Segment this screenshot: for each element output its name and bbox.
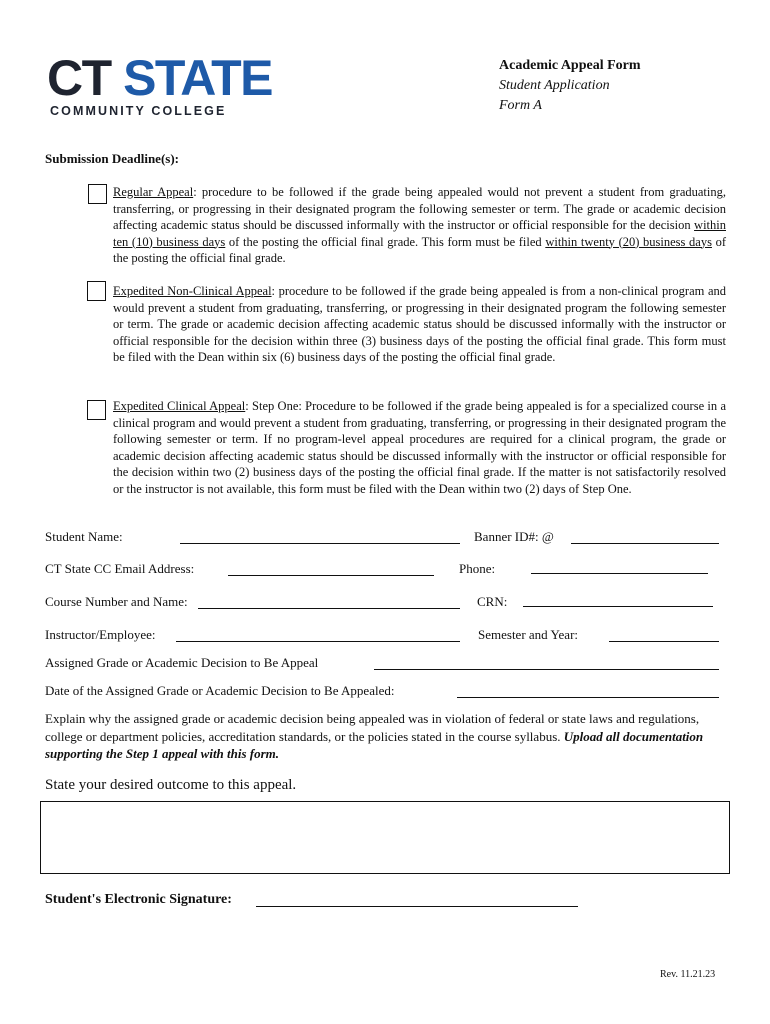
clinical-appeal-title: Expedited Clinical Appeal bbox=[113, 399, 246, 413]
logo-state-text: STATE bbox=[123, 50, 273, 106]
phone-input[interactable] bbox=[533, 558, 706, 573]
clinical-appeal-text: : Step One: Procedure to be followed if the grade being appealed is for a specialized course in a clinical program and would prevent a student from graduating, transferring, or progressing in their designated program the following semester or term. If no program-level appeal procedures are required for a clinical program, the grade or academic decision affecting academic status should be discussed informally with the instructor or official responsible for the decision within two (2) business days of the posting the official final grade. If the matter is not satisfactorily resolved or the instructor is not available, this form must be filed with the Dean within two (2) days of Step One. bbox=[113, 399, 726, 496]
form-title: Academic Appeal Form bbox=[499, 58, 641, 73]
assigned-grade-line bbox=[374, 669, 719, 670]
clinical-appeal-checkbox[interactable] bbox=[87, 400, 106, 420]
deadline-heading: Submission Deadline(s): bbox=[45, 151, 179, 166]
student-name-label: Student Name: bbox=[45, 529, 123, 544]
signature-input[interactable] bbox=[258, 890, 576, 906]
regular-appeal-title: Regular Appeal bbox=[113, 185, 194, 199]
explain-instructions bbox=[45, 710, 715, 763]
semester-line bbox=[609, 641, 719, 642]
form-subtitle: Student Application bbox=[499, 78, 610, 93]
instructor-line bbox=[176, 641, 460, 642]
regular-appeal-checkbox[interactable] bbox=[88, 184, 107, 204]
regular-appeal-filing-deadline: within twenty (20) business days bbox=[545, 234, 712, 249]
crn-input[interactable] bbox=[525, 591, 711, 606]
crn-line bbox=[523, 606, 713, 607]
nonclinical-appeal-description bbox=[113, 283, 726, 366]
banner-id-label: Banner ID#: @ bbox=[474, 529, 554, 544]
revision-note: Rev. 11.21.23 bbox=[660, 969, 716, 980]
regular-appeal-text-2: of the posting the official final grade. This form must be filed bbox=[225, 234, 546, 249]
banner-id-line bbox=[571, 543, 719, 544]
logo-subtitle: COMMUNITY COLLEGE bbox=[50, 104, 227, 118]
semester-label: Semester and Year: bbox=[478, 627, 579, 642]
email-label: CT State CC Email Address: bbox=[45, 561, 195, 576]
course-line bbox=[198, 608, 460, 609]
assigned-grade-input[interactable] bbox=[376, 654, 717, 669]
logo-ct-text: CT bbox=[47, 50, 111, 106]
semester-input[interactable] bbox=[611, 626, 717, 641]
outcome-label: State your desired outcome to this appeal. bbox=[45, 777, 297, 793]
regular-appeal-text-1: : procedure to be followed if the grade being appealed would not prevent a student from graduating, transferring, or progressing in their designated program the following semester or term. The grade or academic decision affecting academic status should be discussed informally with the instructor or official responsible for the decision bbox=[113, 185, 726, 232]
regular-appeal-text-3: of the posting the official final grade. bbox=[113, 234, 727, 265]
explain-text: Explain why the assigned grade or academic decision being appealed was in violation of federal or state laws and regulations, college or department policies, accreditation standards, or the policies stated in the course syllabus. bbox=[45, 711, 700, 744]
nonclinical-appeal-title: Expedited Non-Clinical Appeal bbox=[113, 284, 272, 298]
date-assigned-label: Date of the Assigned Grade or Academic Decision to Be Appealed: bbox=[45, 683, 395, 698]
regular-appeal-discuss-deadline: within ten (10) business days bbox=[113, 218, 726, 249]
explain-upload-note: Upload all documentation supporting the Step 1 appeal with this form. bbox=[45, 728, 704, 761]
nonclinical-appeal-text: : procedure to be followed if the grade being appealed is from a non-clinical program and would prevent a student from graduating, transferring, or progressing in their designated program the following semester or term. The grade or academic decision affecting academic status should be discussed informally with the instructor or official responsible for the decision within three (3) business days of the posting the official final grade. This form must be filed with the Dean within six (6) business days of the posting the official final grade. bbox=[113, 284, 726, 364]
instructor-label: Instructor/Employee: bbox=[45, 627, 156, 642]
email-line bbox=[228, 575, 434, 576]
course-input[interactable] bbox=[200, 593, 458, 608]
regular-appeal-description bbox=[113, 184, 726, 267]
instructor-input[interactable] bbox=[178, 626, 458, 641]
date-assigned-line bbox=[457, 697, 719, 698]
phone-line bbox=[531, 573, 708, 574]
signature-line bbox=[256, 906, 578, 907]
outcome-textarea[interactable] bbox=[41, 802, 729, 873]
assigned-grade-label: Assigned Grade or Academic Decision to Be Appeal bbox=[45, 655, 319, 670]
student-name-input[interactable] bbox=[182, 528, 458, 543]
email-input[interactable] bbox=[230, 560, 432, 575]
nonclinical-appeal-checkbox[interactable] bbox=[87, 281, 106, 301]
course-label: Course Number and Name: bbox=[45, 594, 188, 609]
outcome-box bbox=[40, 801, 730, 874]
student-name-line bbox=[180, 543, 460, 544]
clinical-appeal-description bbox=[113, 398, 726, 497]
college-logo bbox=[47, 50, 273, 106]
signature-label: Student's Electronic Signature: bbox=[45, 892, 232, 907]
banner-id-input[interactable] bbox=[573, 528, 717, 543]
date-assigned-input[interactable] bbox=[459, 682, 717, 697]
form-identifier: Form A bbox=[499, 98, 542, 113]
phone-label: Phone: bbox=[459, 561, 496, 576]
crn-label: CRN: bbox=[477, 594, 508, 609]
